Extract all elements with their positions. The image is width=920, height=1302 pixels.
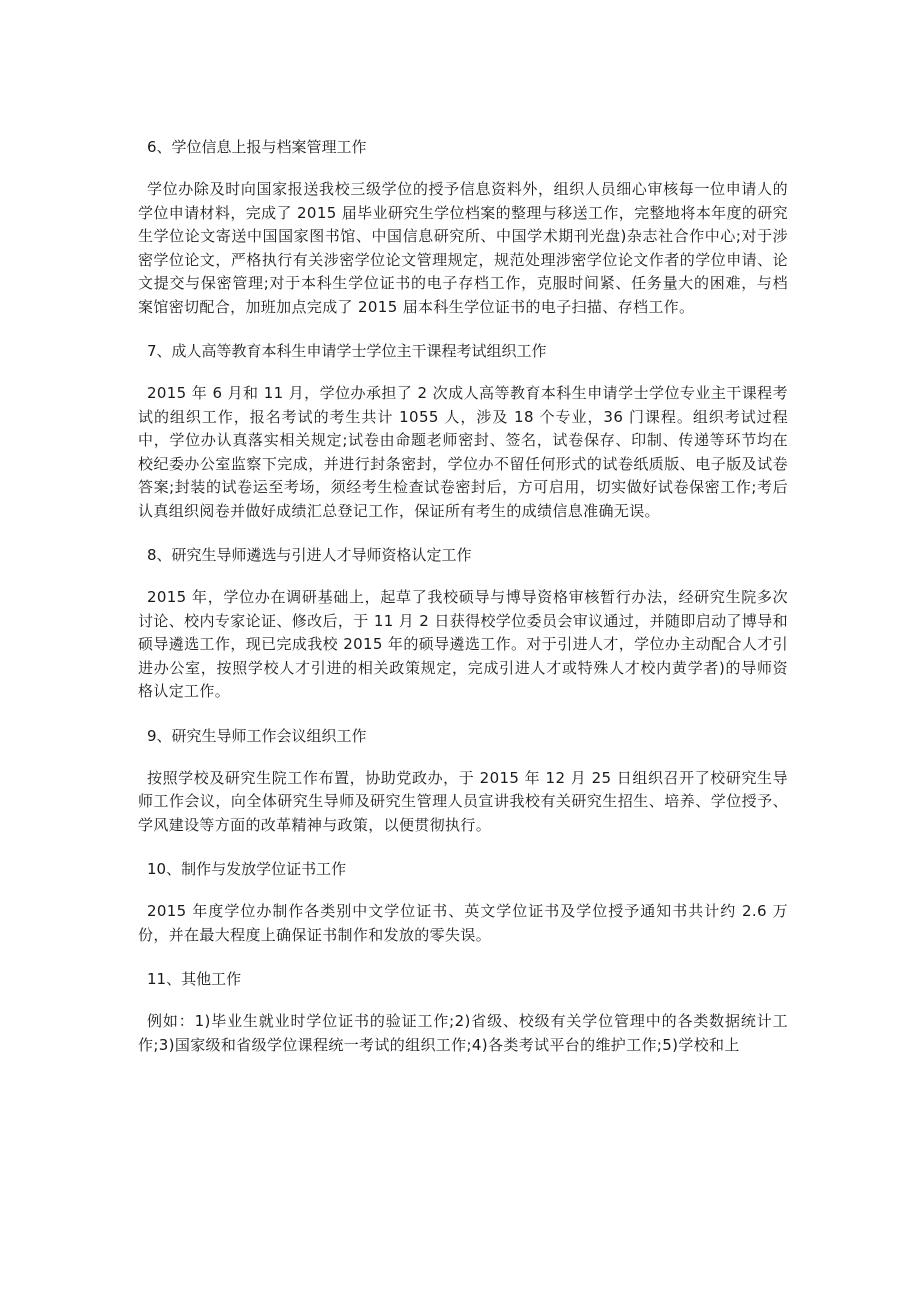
- section-body-7: 2015 年 6 月和 11 月，学位办承担了 2 次成人高等教育本科生申请学士学位专业主干课程考试的组织工作，报名考试的考生共计 1055 人，涉及 18 个专业，36 门课程。组织考试过程中，学位办认真落实相关规定;试卷由命题老师密封、签名，试卷保存、印制、传递等环节均在校纪委办公室监察下完成，并进行封条密封，学位办不留任何形式的试卷纸质版、电子版及试卷答案;封装的试卷运至考场，须经考生检查试卷密封后，方可启用，切实做好试卷保密工作;考后认真组织阅卷并做好成绩汇总登记工作，保证所有考生的成绩信息准确无误。: [138, 384, 788, 520]
- section-body-9: 按照学校及研究生院工作布置，协助党政办，于 2015 年 12 月 25 日组织召开了校研究生导师工作会议，向全体研究生导师及研究生管理人员宣讲我校有关研究生招生、培养、学位授予、学风建设等方面的改革精神与政策，以便贯彻执行。: [138, 768, 788, 834]
- section-heading-9: 9、研究生导师工作会议组织工作: [147, 726, 367, 745]
- document-content: [138, 136, 788, 1057]
- section-heading-7: 7、成人高等教育本科生申请学士学位主干课程考试组织工作: [147, 342, 547, 360]
- section-body-8: 2015 年，学位办在调研基础上，起草了我校硕导与博导资格审核暂行办法，经研究生院多次讨论、校内专家论证、修改后，于 11 月 2 日获得校学位委员会审议通过，并随即启动了博导和硕导遴选工作，现已完成我校 2015 年的硕导遴选工作。对于引进人才，学位办主动配合人才引进办公室，按照学校人才引进的相关政策规定，完成引进人才或特殊人才校内黄学者)的导师资格认定工作。: [138, 588, 788, 700]
- section-body-11: 例如：1)毕业生就业时学位证书的验证工作;2)省级、校级有关学位管理中的各类数据统计工作;3)国家级和省级学位课程统一考试的组织工作;4)各类考试平台的维护工作;5)学校和上: [138, 1012, 788, 1054]
- section-heading-6: 6、学位信息上报与档案管理工作: [147, 138, 367, 156]
- section-heading-10: 10、制作与发放学位证书工作: [147, 860, 347, 878]
- section-body-10: 2015 年度学位办制作各类别中文学位证书、英文学位证书及学位授予通知书共计约 2.6 万份，并在最大程度上确保证书制作和发放的零失误。: [138, 902, 788, 944]
- section-heading-8: 8、研究生导师遴选与引进人才导师资格认定工作: [147, 546, 472, 564]
- section-heading-11: 11、其他工作: [147, 970, 242, 988]
- section-body-6: 学位办除及时向国家报送我校三级学位的授予信息资料外，组织人员细心审核每一位申请人的学位申请材料，完成了 2015 届毕业研究生学位档案的整理与移送工作，完整地将本年度的研究生学位论文寄送中国国家图书馆、中国信息研究所、中国学术期刊光盘)杂志社合作中心;对于涉密学位论文，严格执行有关涉密学位论文管理规定，规范处理涉密学位论文作者的学位申请、论文提交与保密管理;对于本科生学位证书的电子存档工作，克服时间紧、任务量大的困难，与档案馆密切配合，加班加点完成了 2015 届本科生学位证书的电子扫描、存档工作。: [138, 180, 788, 316]
